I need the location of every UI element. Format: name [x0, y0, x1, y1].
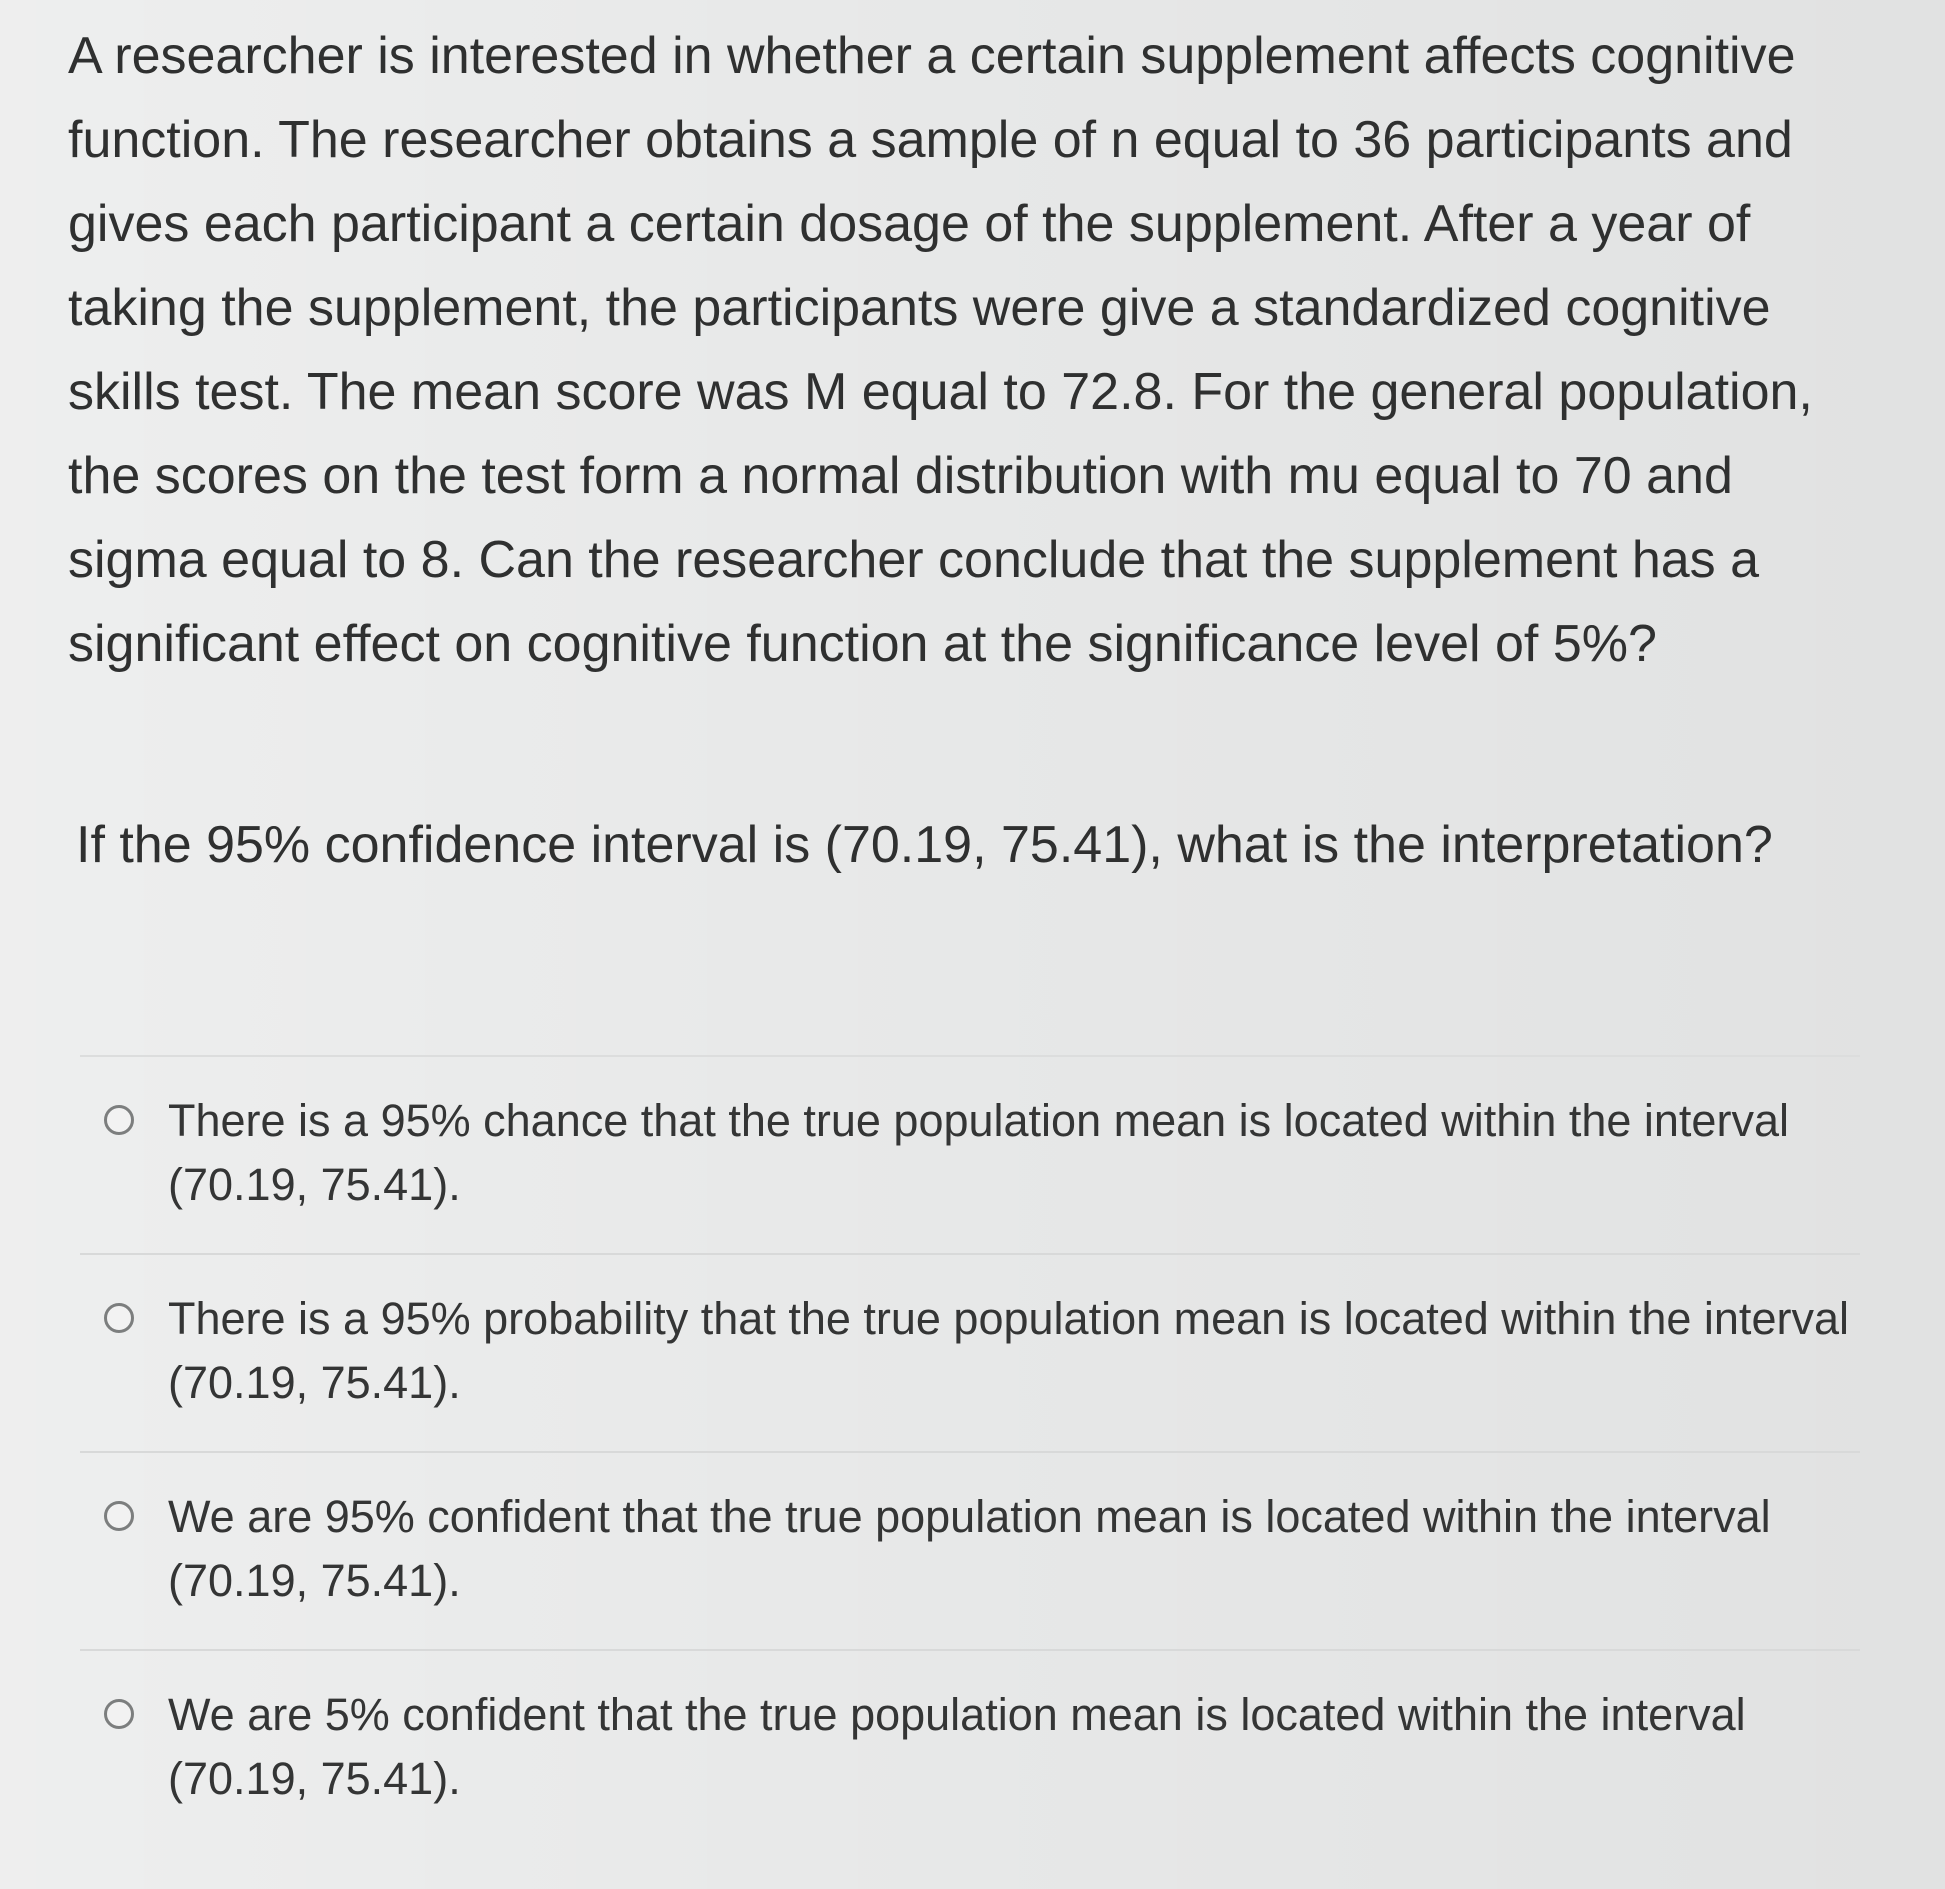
answer-option-text: There is a 95% probability that the true population mean is located within the interval (70.19, 75.41).	[168, 1293, 1849, 1408]
answer-option-4[interactable]	[80, 1649, 1860, 1847]
question-prompt: If the 95% confidence interval is (70.19, 75.41), what is the interpretation?	[76, 816, 1773, 874]
answer-options	[80, 1055, 1860, 1847]
radio-button-icon[interactable]	[104, 1501, 134, 1531]
question-text	[68, 14, 1868, 686]
radio-button-icon[interactable]	[104, 1303, 134, 1333]
answer-option-text: We are 5% confident that the true population mean is located within the interval (70.19, 75.41).	[168, 1689, 1746, 1804]
radio-button-icon[interactable]	[104, 1105, 134, 1135]
answer-option-text: We are 95% confident that the true population mean is located within the interval (70.19, 75.41).	[168, 1491, 1771, 1606]
radio-button-icon[interactable]	[104, 1699, 134, 1729]
answer-option-3[interactable]	[80, 1451, 1860, 1649]
answer-option-1[interactable]	[80, 1055, 1860, 1253]
answer-option-text: There is a 95% chance that the true population mean is located within the interval (70.19, 75.41).	[168, 1095, 1789, 1210]
question-paragraph: A researcher is interested in whether a certain supplement affects cognitive function. The researcher obtains a sample of n equal to 36 participants and gives each participant a certain dosage of the supplement. After a year of taking the supplement, the participants were give a standardized cognitive skills test. The mean score was M equal to 72.8. For the general population, the scores on the test form a normal distribution with mu equal to 70 and sigma equal to 8. Can the researcher conclude that the supplement has a significant effect on cognitive function at the significance level of 5%?	[68, 27, 1813, 673]
answer-option-2[interactable]	[80, 1253, 1860, 1451]
